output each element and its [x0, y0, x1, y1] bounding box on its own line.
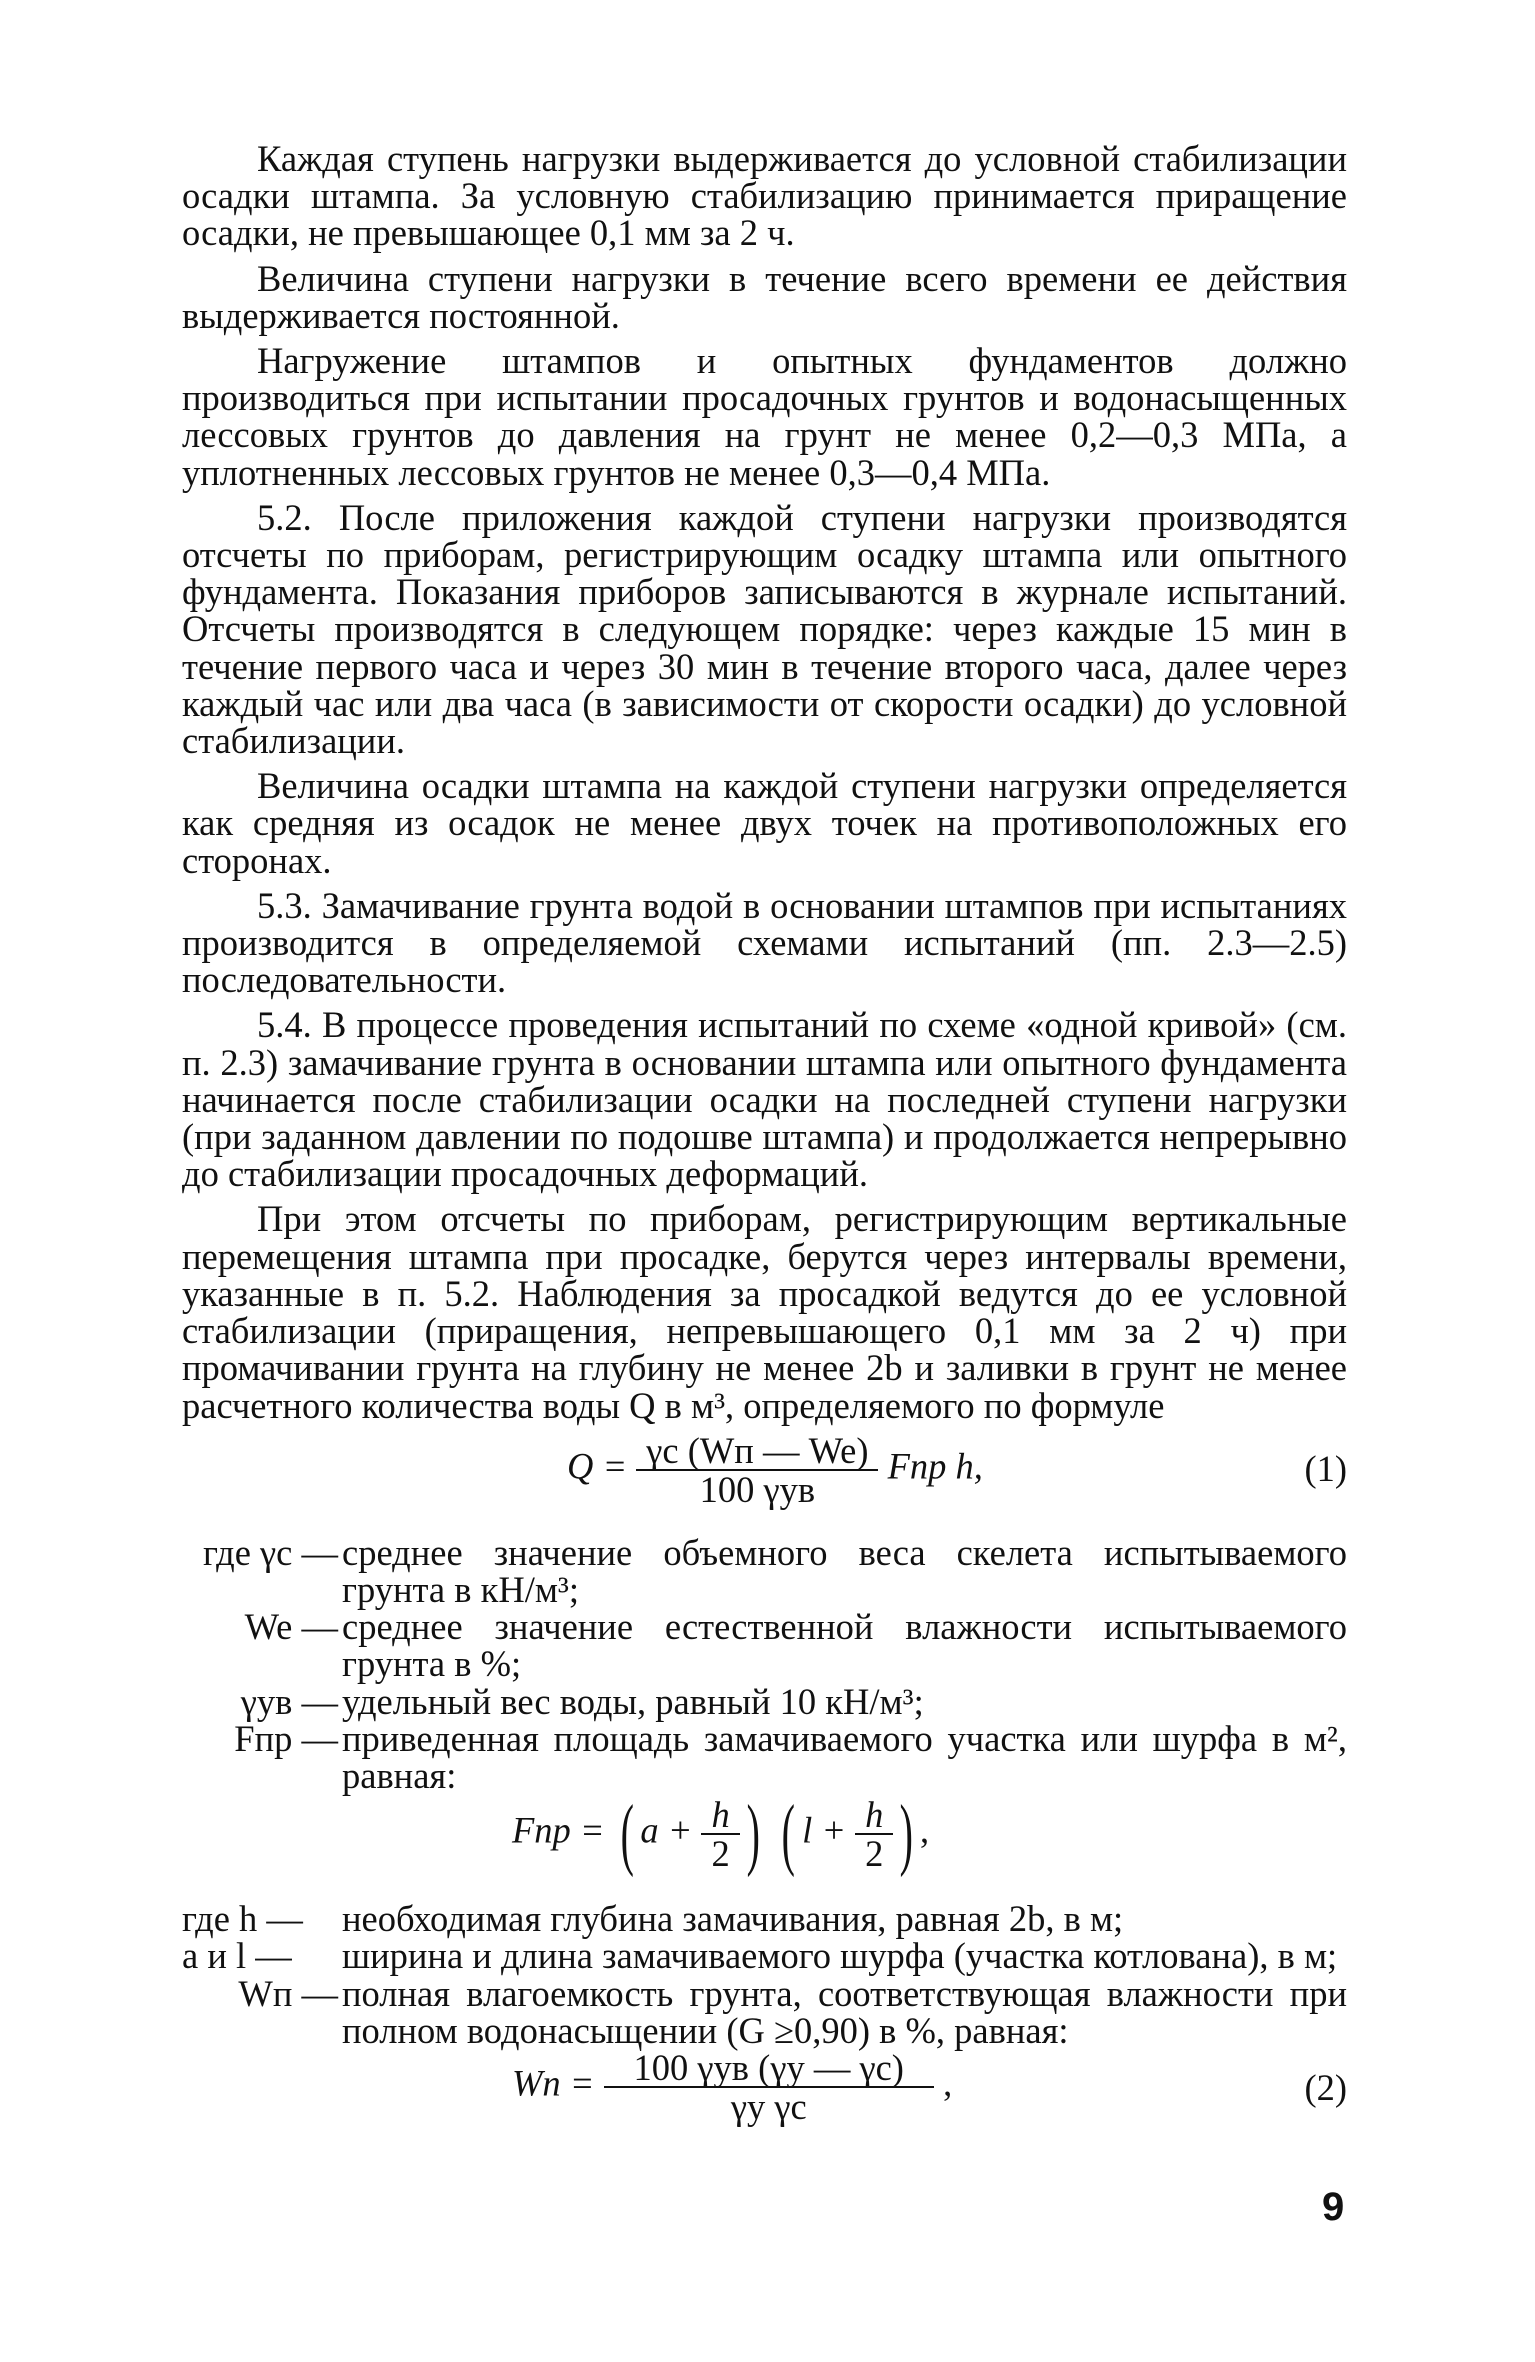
- formula-1-number: (1): [1304, 1447, 1347, 1489]
- formula-area-term: l +: [802, 1809, 847, 1851]
- formula-area-fraction: [701, 1794, 739, 1875]
- formula-1-lhs: Q =: [567, 1445, 628, 1487]
- definition-symbol: We —: [244, 1606, 338, 1648]
- definition-item: [182, 1972, 1347, 2051]
- definition-item: [182, 1680, 1347, 1722]
- paren-close: ): [900, 1790, 914, 1879]
- page-number: 9: [1322, 2185, 1345, 2229]
- formula-2-denominator: γу γc: [730, 2086, 807, 2128]
- formula-1-denominator: 100 γув: [699, 1468, 816, 1510]
- fraction-numerator: h: [701, 1796, 739, 1835]
- formula-2-fraction: [604, 2046, 934, 2128]
- definition-item: [182, 1935, 1347, 1977]
- formula-2-numerator: 100 γув (γу — γc): [604, 2049, 934, 2088]
- formula-area: [182, 1790, 1347, 1894]
- formula-2: [182, 2046, 1347, 2149]
- definition-symbol: a и l —: [182, 1935, 292, 1977]
- definition-symbol: γув —: [240, 1680, 338, 1722]
- formula-2-number: (2): [1304, 2066, 1347, 2108]
- definitions-list-2: [182, 1900, 1347, 2049]
- paragraph-5-2: 5.2. После приложения каждой ступени нагрузки производятся отсчеты по приборам, регистрирующим осадку штампа или опытного фундамента. Показания приборов записываются в журнале испытаний. Отсчеты производятся в следующем порядке: через каждые 15 мин в течение первого часа и через 30 мин в течение второго часа, далее через каждый час или два часа (в зависимости от скорости осадки) до условной стабилизации.: [182, 496, 1347, 762]
- fraction-denominator: 2: [865, 1833, 884, 1875]
- fraction-numerator: h: [855, 1796, 893, 1835]
- formula-1-numerator: γc (Wп — We): [636, 1432, 878, 1471]
- paragraph: При этом отсчеты по приборам, регистрирующим вертикальные перемещения штампа при просадке, берутся через интервалы времени, указанные в п. 5.2. Наблюдения за просадкой ведутся до ее условной стабилизации (приращения, непревышающего 0,1 мм за 2 ч) при промачивании грунта на глубину не менее 2b и заливки в грунт не менее расчетного количества воды Q в м³, определяемого по формуле: [182, 1198, 1347, 1426]
- formula-area-term: a +: [640, 1809, 693, 1851]
- paren-open: (: [620, 1790, 634, 1879]
- paragraph-5-4: 5.4. В процессе проведения испытаний по схеме «одной кривой» (см. п. 2.3) замачивание грунта в основании штампа или опытного фундамента начинается после стабилизации осадки на последней ступени нагрузки (при заданном давлении по подошве штампа) и продолжается непрерывно до стабилизации просадочных деформаций.: [182, 1004, 1347, 1195]
- definition-item: [182, 1717, 1347, 1796]
- formula-area-end: ,: [920, 1809, 930, 1851]
- paragraph-5-3: 5.3. Замачивание грунта водой в основании штампов при испытаниях производится в определяемой схемами испытаний (пп. 2.3—2.5) последовательности.: [182, 884, 1347, 1001]
- fraction-denominator: 2: [711, 1833, 730, 1875]
- paren-open: (: [782, 1790, 796, 1879]
- definition-item: [182, 1531, 1347, 1610]
- formula-1: [182, 1424, 1347, 1528]
- paragraph: Величина ступени нагрузки в течение всего времени ее действия выдерживается постоянной.: [182, 257, 1347, 336]
- paren-close: ): [746, 1790, 760, 1879]
- definition-text: приведенная площадь замачиваемого участка или шурфа в м², равная:: [342, 1717, 1347, 1796]
- definitions-list-1: [182, 1531, 1347, 1796]
- formula-area-fraction: [855, 1794, 893, 1875]
- formula-2-tail: ,: [943, 2062, 953, 2104]
- definition-item: [182, 1606, 1347, 1685]
- definition-item: [182, 1898, 1347, 1940]
- definition-symbol: где γc —: [202, 1531, 338, 1573]
- page-body: [182, 140, 1347, 2149]
- definition-text: необходимая глубина замачивания, равная 2b, в м;: [342, 1898, 1124, 1940]
- formula-area-lhs: Fпр =: [512, 1809, 605, 1851]
- definition-symbol: Wп —: [238, 1972, 338, 2014]
- definition-text: среднее значение естественной влажности испытываемого грунта в %;: [342, 1606, 1347, 1685]
- paragraph: Величина осадки штампа на каждой ступени нагрузки определяется как средняя из осадок не менее двух точек на противоположных его сторонах.: [182, 765, 1347, 881]
- definition-text: полная влагоемкость грунта, соответствующая влажности при полном водонасыщении (G ≥0,90) в %, равная:: [342, 1972, 1347, 2051]
- definition-text: удельный вес воды, равный 10 кН/м³;: [342, 1680, 924, 1722]
- definition-text: среднее значение объемного веса скелета испытываемого грунта в кН/м³;: [342, 1531, 1347, 1610]
- definition-symbol: Fпр —: [234, 1717, 338, 1759]
- formula-2-lhs: Wп =: [512, 2062, 595, 2104]
- paragraph: Каждая ступень нагрузки выдерживается до условной стабилизации осадки штампа. За условную стабилизацию принимается приращение осадки, не превышающее 0,1 мм за 2 ч.: [182, 138, 1347, 254]
- formula-1-tail: Fпр h,: [887, 1445, 983, 1487]
- definition-symbol: где h —: [182, 1898, 303, 1940]
- paragraph: Нагружение штампов и опытных фундаментов должно производиться при испытании просадочных грунтов и водонасыщенных лессовых грунтов до давления на грунт не менее 0,2—0,3 МПа, а уплотненных лессовых грунтов не менее 0,3—0,4 МПа.: [182, 340, 1347, 493]
- definition-text: ширина и длина замачиваемого шурфа (участка котлована), в м;: [342, 1935, 1338, 1977]
- formula-1-fraction: [636, 1429, 878, 1510]
